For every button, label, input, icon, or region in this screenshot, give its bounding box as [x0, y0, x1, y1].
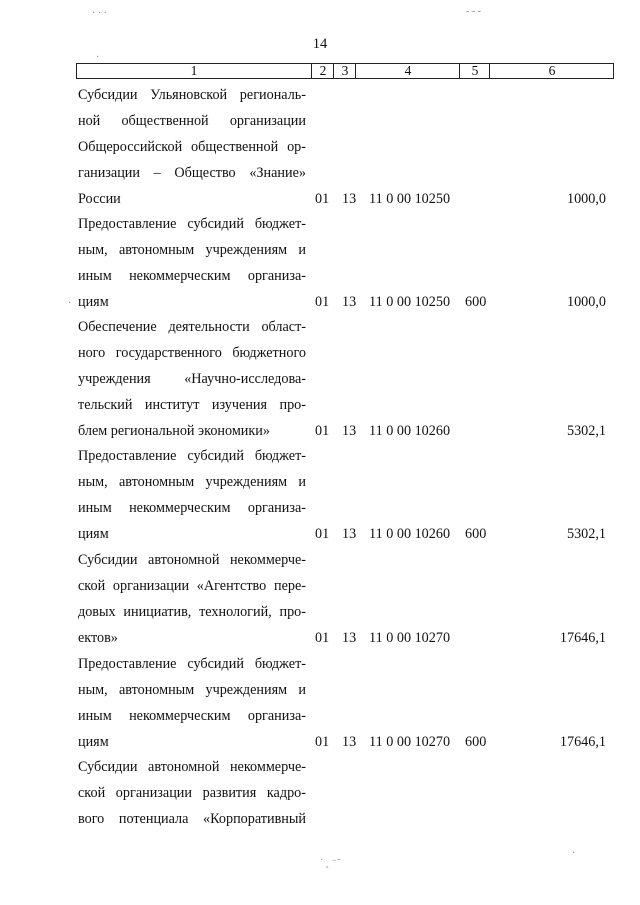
row-col-3: 13 [342, 423, 357, 439]
row-description-line: ного государственного бюджетного [78, 345, 306, 361]
row-description-line: Субсидии автономной некоммерче- [78, 552, 306, 568]
row-col-4: 11 0 00 10250 [369, 294, 451, 310]
row-col-6: 1000,0 [566, 294, 606, 310]
row-description-line: довых инициатив, технологий, про- [78, 604, 306, 620]
row-col-2: 01 [315, 526, 330, 542]
row-col-5: 600 [465, 294, 487, 310]
row-description-line: России [78, 191, 121, 207]
row-col-2: 01 [315, 630, 330, 646]
row-description-line: тельский институт изучения про- [78, 397, 306, 413]
row-description-line: иным некоммерческим организа- [78, 708, 306, 724]
header-col-3: 3 [333, 64, 356, 78]
row-description-line: учреждения «Научно-исследова- [78, 371, 306, 387]
row-col-4: 11 0 00 10270 [369, 630, 451, 646]
scan-speck: ˙ ˛ ⁻˜ [320, 858, 341, 869]
row-col-2: 01 [315, 423, 330, 439]
row-description-line: Предоставление субсидий бюджет- [78, 216, 306, 232]
row-description-line: ектов» [78, 630, 118, 646]
row-description-line: ной общественной организации [78, 113, 306, 129]
row-col-3: 13 [342, 294, 357, 310]
row-description-line: блем региональной экономики» [78, 423, 270, 439]
header-col-2: 2 [311, 64, 334, 78]
row-description-line: циям [78, 526, 109, 542]
row-col-2: 01 [315, 191, 330, 207]
header-col-4: 4 [355, 64, 460, 78]
row-description-line: Субсидии автономной некоммерче- [78, 759, 306, 775]
row-col-4: 11 0 00 10260 [369, 423, 451, 439]
row-col-6: 1000,0 [566, 191, 606, 207]
row-description-line: ской организации развития кадро- [78, 785, 306, 801]
row-description-line: ской организации «Агентство пере- [78, 578, 306, 594]
row-description-line: циям [78, 294, 109, 310]
row-description-line: ганизации – Общество «Знание» [78, 165, 306, 181]
row-col-6: 5302,1 [566, 423, 606, 439]
scan-speck: · · · [92, 8, 107, 19]
scan-speck: · [68, 298, 72, 309]
row-description-line: ным, автономным учреждениям и [78, 682, 306, 698]
table-header [76, 63, 614, 79]
row-col-4: 11 0 00 10270 [369, 734, 451, 750]
row-description-line: циям [78, 734, 109, 750]
row-description-line: иным некоммерческим организа- [78, 268, 306, 284]
scan-speck: - - - [466, 6, 481, 17]
page-number: 14 [312, 36, 328, 52]
row-description-line: Субсидии Ульяновской региональ- [78, 87, 306, 103]
row-description-line: Обеспечение деятельности област- [78, 319, 306, 335]
header-col-1: 1 [190, 63, 198, 78]
header-col-6: 6 [489, 64, 614, 78]
row-col-4: 11 0 00 10250 [369, 191, 451, 207]
header-col-5: 5 [459, 64, 490, 78]
row-col-2: 01 [315, 734, 330, 750]
row-col-3: 13 [342, 526, 357, 542]
row-description-line: Предоставление субсидий бюджет- [78, 448, 306, 464]
row-col-5: 600 [465, 526, 487, 542]
row-description-line: вого потенциала «Корпоративный [78, 811, 306, 827]
scan-speck: · [572, 848, 576, 859]
row-description-line: Общероссийской общественной ор- [78, 139, 306, 155]
row-col-2: 01 [315, 294, 330, 310]
row-col-6: 17646,1 [559, 630, 606, 646]
row-col-5: 600 [465, 734, 487, 750]
scan-speck: · [96, 52, 100, 63]
row-description-line: Предоставление субсидий бюджет- [78, 656, 306, 672]
row-col-6: 5302,1 [566, 526, 606, 542]
row-description-line: ным, автономным учреждениям и [78, 474, 306, 490]
row-col-3: 13 [342, 734, 357, 750]
row-description-line: иным некоммерческим организа- [78, 500, 306, 516]
row-description-line: ным, автономным учреждениям и [78, 242, 306, 258]
row-col-6: 17646,1 [559, 734, 606, 750]
row-col-3: 13 [342, 630, 357, 646]
row-col-3: 13 [342, 191, 357, 207]
row-col-4: 11 0 00 10260 [369, 526, 451, 542]
